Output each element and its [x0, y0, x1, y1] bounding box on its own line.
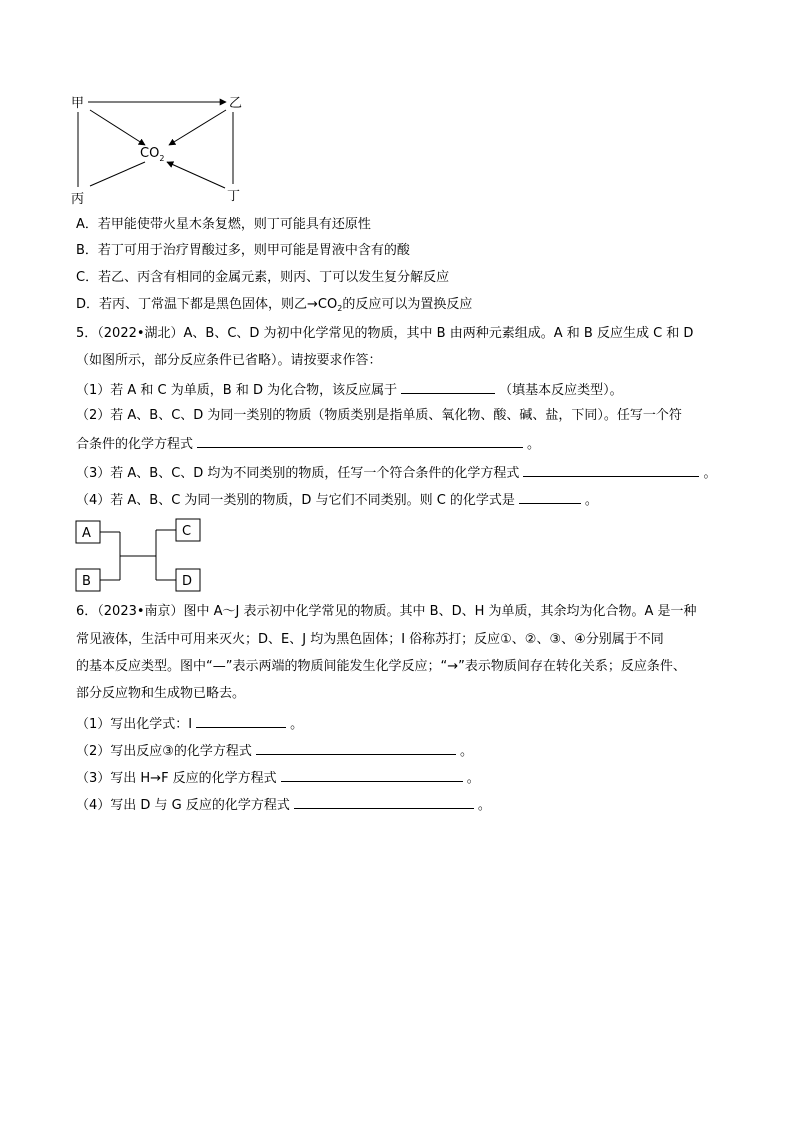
box-d-label: D: [182, 574, 193, 589]
answer-blank[interactable]: [401, 379, 495, 394]
reaction-diagram: [0, 512, 794, 602]
node-yi: 乙: [229, 96, 243, 111]
option-b: B．若丁可用于治疗胃酸过多，则甲可能是胃液中含有的酸: [76, 243, 410, 258]
q5-part3: （3）若 A、B、C、D 均为不同类别的物质，任写一个符合条件的化学方程式 。: [76, 462, 716, 484]
node-co2: $CO_2$: [140, 146, 165, 163]
q6-part3: （3）写出 H→F 反应的化学方程式 。: [76, 767, 480, 789]
q6-part4: （4）写出 D 与 G 反应的化学方程式 。: [76, 794, 491, 816]
q6-intro-line4: 部分反应物和生成物已略去。: [76, 686, 246, 701]
arrow-ding-co2: [167, 162, 225, 188]
node-jia: 甲: [71, 96, 85, 111]
answer-blank[interactable]: [256, 740, 456, 755]
box-b-label: B: [82, 574, 91, 589]
node-ding: 丁: [227, 189, 241, 204]
answer-blank[interactable]: [523, 462, 699, 477]
arrow-jia-co2: [90, 110, 145, 145]
answer-blank[interactable]: [197, 433, 523, 448]
q5-part2-line1: （2）若 A、B、C、D 为同一类别的物质（物质类别是指单质、氧化物、酸、碱、盐，下同）。任写一个符: [76, 408, 682, 423]
box-c-label: C: [182, 524, 192, 539]
box-a-label: A: [82, 526, 91, 541]
q6-part1: （1）写出化学式：I 。: [76, 713, 303, 735]
answer-blank[interactable]: [294, 794, 474, 809]
transformation-diagram: [0, 0, 794, 215]
line-bing-co2: [90, 162, 145, 186]
answer-blank[interactable]: [281, 767, 463, 782]
option-d: D．若丙、丁常温下都是黑色固体，则乙$\to CO_2$的反应可以为置换反应: [76, 297, 473, 313]
q6-intro-line2: 常见液体，生活中可用来灭火；D、E、J 均为黑色固体；I 俗称苏打；反应①、②、③、④分别属于不同: [76, 632, 664, 647]
q5-intro-line1: 5．（2022•湖北）A、B、C、D 为初中化学常见的物质，其中 B 由两种元素组成。A 和 B 反应生成 C 和 D: [76, 326, 694, 341]
option-c: C．若乙、丙含有相同的金属元素，则丙、丁可以发生复分解反应: [76, 270, 450, 285]
arrow-yi-co2: [169, 110, 226, 145]
q6-intro-line3: 的基本反应类型。图中“—”表示两端的物质间能发生化学反应；“→”表示物质间存在转化关系；反应条件、: [76, 659, 686, 674]
q5-intro-line2: （如图所示，部分反应条件已省略）。请按要求作答：: [76, 353, 382, 368]
q6-part2: （2）写出反应③的化学方程式 。: [76, 740, 473, 762]
option-a: A．若甲能使带火星木条复燃，则丁可能具有还原性: [76, 217, 371, 232]
q6-intro-line1: 6．（2023•南京）图中 A～J 表示初中化学常见的物质。其中 B、D、H 为单质，其余均为化合物。A 是一种: [76, 604, 697, 619]
q5-part1: （1）若 A 和 C 为单质，B 和 D 为化合物，该反应属于 （填基本反应类型）。: [76, 379, 623, 401]
q5-part2-line2: 合条件的化学方程式 。: [76, 433, 540, 455]
q5-part4: （4）若 A、B、C 为同一类别的物质，D 与它们不同类别。则 C 的化学式是 。: [76, 489, 598, 511]
answer-blank[interactable]: [519, 489, 581, 504]
answer-blank[interactable]: [196, 713, 286, 728]
node-bing: 丙: [71, 192, 85, 207]
